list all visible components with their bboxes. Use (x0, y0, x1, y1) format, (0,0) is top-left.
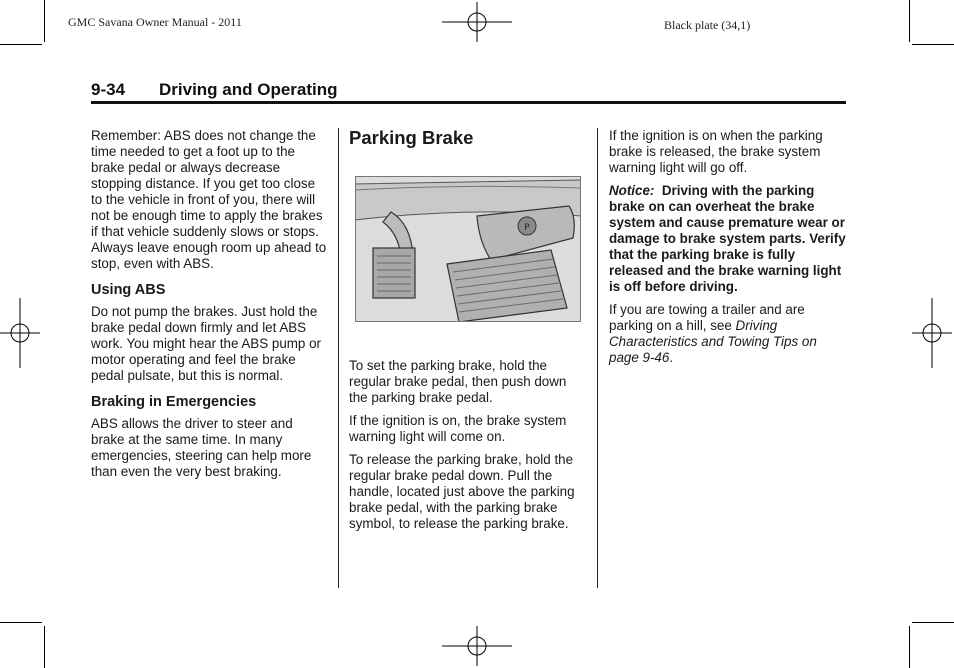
crop-mark (912, 44, 954, 45)
notice-text: Driving with the parking brake on can overheat the brake system and cause premature wear or damage to brake system parts. Verify that the parking brake is fully released and the brake warning light is off before driving. (609, 183, 846, 294)
heading-using-abs: Using ABS (91, 282, 166, 298)
print-header-right: Black plate (34,1) (664, 18, 751, 32)
parking-brake-illustration (355, 176, 581, 322)
crop-mark (44, 0, 45, 42)
column-2 (349, 126, 585, 539)
svg-text:P: P (524, 223, 530, 233)
registration-mark-icon (912, 296, 952, 370)
column-divider (597, 128, 598, 588)
paragraph-warning-off: If the ignition is on when the parking brake is released, the brake system warning light will go off. (609, 128, 823, 175)
paragraph-abs-remember: Remember: ABS does not change the time needed to get a foot up to the brake pedal or always decrease stopping distance. If you get too close to the vehicle in front of you, there will not be enough time to apply the brakes if that vehicle suddenly slows or stops. Always leave enough room up ahead to stop, even with ABS. (91, 128, 327, 271)
registration-mark-icon (440, 626, 514, 666)
crop-mark (909, 626, 910, 668)
towing-lead-text: If you are towing a trailer and are parking on a hill, see (609, 302, 805, 333)
crop-mark (0, 622, 42, 623)
paragraph-set-brake: To set the parking brake, hold the regular brake pedal, then push down the parking brake pedal. (349, 358, 567, 405)
crop-mark (0, 44, 42, 45)
towing-cross-reference-link[interactable]: Driving Characteristics and Towing Tips on page 9-46 (609, 318, 817, 365)
page-number: 9-34 (91, 80, 126, 99)
registration-mark-icon (440, 2, 514, 42)
notice-block (609, 183, 847, 295)
crop-mark (912, 622, 954, 623)
column-divider (338, 128, 339, 588)
running-head (91, 80, 338, 100)
paragraph-using-abs: Do not pump the brakes. Just hold the brake pedal down firmly and let ABS work. You might hear the ABS pump or motor operating and feel the brake pedal pulsate, but this is normal. (91, 304, 322, 383)
towing-end-text: . (669, 350, 674, 365)
print-header-left: GMC Savana Owner Manual - 2011 (68, 15, 242, 29)
header-rule (91, 101, 846, 104)
column-1 (91, 128, 327, 487)
section-title: Driving and Operating (159, 80, 338, 99)
paragraph-towing (609, 302, 847, 366)
crop-mark (909, 0, 910, 42)
paragraph-warning-on: If the ignition is on, the brake system warning light will come on. (349, 413, 567, 444)
column-3 (609, 128, 847, 373)
crop-mark (44, 626, 45, 668)
heading-braking-emergencies: Braking in Emergencies (91, 394, 257, 410)
section-heading-parking-brake: Parking Brake (349, 127, 474, 148)
registration-mark-icon (0, 296, 40, 370)
paragraph-braking-emergencies: ABS allows the driver to steer and brake at the same time. In many emergencies, steering can help more than even the very best braking. (91, 416, 312, 479)
paragraph-release-brake: To release the parking brake, hold the regular brake pedal down. Pull the handle, located just above the parking brake pedal, with the parking brake symbol, to release the parking brake. (349, 452, 575, 531)
notice-label: Notice: (609, 183, 655, 198)
